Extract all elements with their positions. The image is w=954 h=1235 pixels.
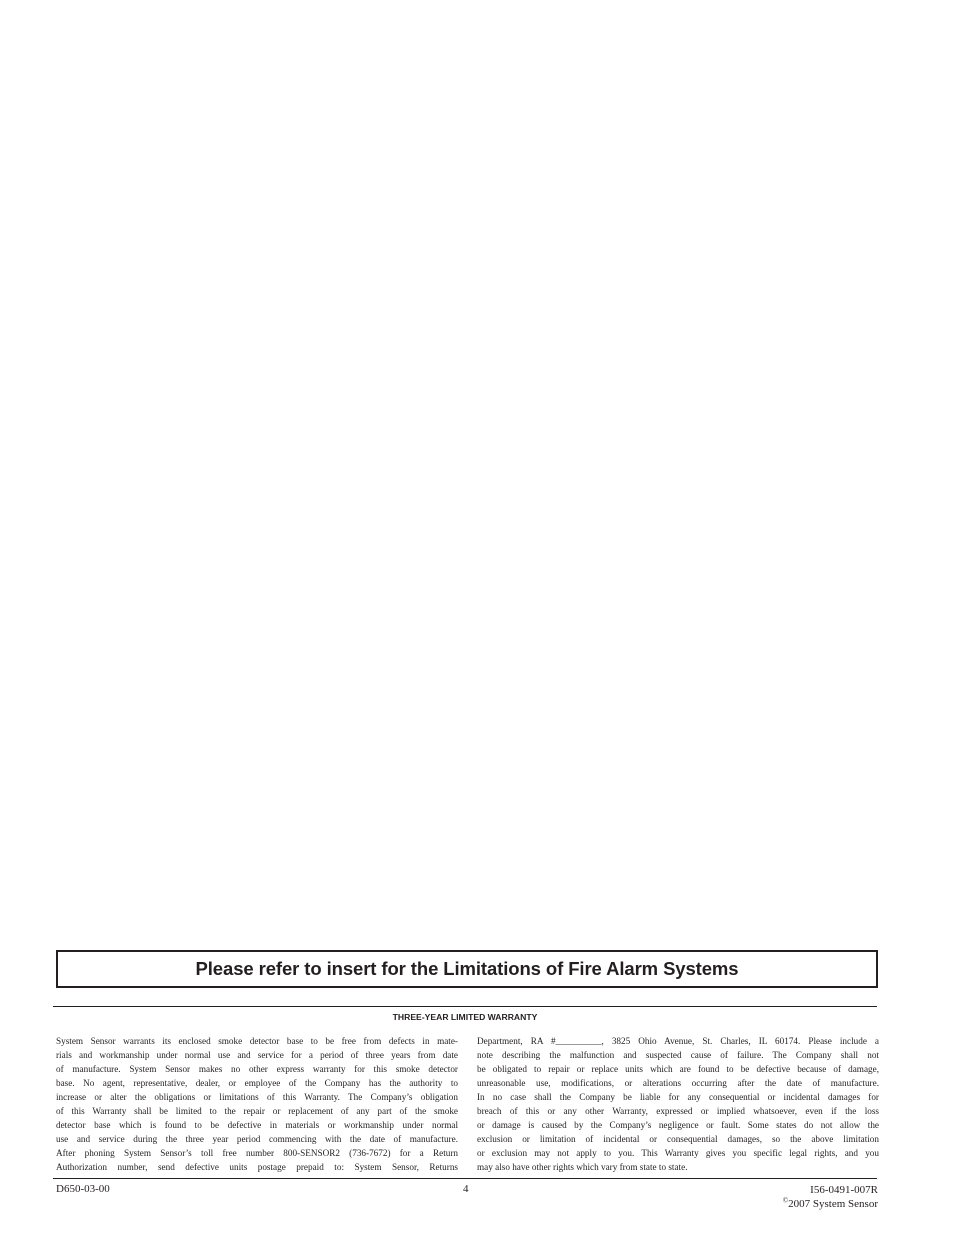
warranty-right-column xyxy=(477,1034,879,1174)
warranty-right-line: may also have other rights which vary from state to state. xyxy=(477,1162,688,1172)
warranty-left-line: of this Warranty shall be limited to the repair or replacement of any part of the smoke xyxy=(56,1106,458,1116)
footer-copyright xyxy=(783,1197,878,1211)
warranty-left-line: Authorization number, send defective units postage prepaid to: System Sensor, Returns xyxy=(56,1162,458,1172)
limitations-notice-box xyxy=(56,950,878,988)
warranty-right-line: or exclusion may not apply to you. This Warranty gives you specific legal rights, and you xyxy=(477,1148,879,1158)
footer-part-number: I56-0491-007R xyxy=(810,1184,878,1196)
warranty-left-line: of manufacture. System Sensor makes no other express warranty for this smoke detector xyxy=(56,1064,458,1074)
copyright-symbol: © xyxy=(782,1196,789,1205)
footer-part-info xyxy=(783,1183,878,1211)
warranty-right-line: exclusion or limitation of incidental or consequential damages, so the above limitation xyxy=(477,1134,879,1144)
warranty-right-line: unreasonable use, modifications, or alterations occurring after the date of manufacture. xyxy=(477,1078,879,1088)
warranty-right-line: be obligated to repair or replace units which are found to be defective because of damage, xyxy=(477,1064,879,1074)
warranty-right-line: breach of this or any other Warranty, expressed or implied whatsoever, even if the loss xyxy=(477,1106,879,1116)
limitations-notice-text: Please refer to insert for the Limitations of Fire Alarm Systems xyxy=(195,958,739,979)
warranty-right-line: In no case shall the Company be liable for any consequential or incidental damages for xyxy=(477,1092,879,1102)
warranty-left-line: base. No agent, representative, dealer, or employee of the Company has the authority to xyxy=(56,1078,458,1088)
warranty-left-line: use and service during the three year period commencing with the date of manufacture. xyxy=(56,1134,458,1144)
warranty-left-line: After phoning System Sensor’s toll free number 800-SENSOR2 (736-7672) for a Return xyxy=(56,1148,458,1158)
copyright-text: 2007 System Sensor xyxy=(788,1198,878,1210)
warranty-right-line: note describing the malfunction and suspected cause of failure. The Company shall not xyxy=(477,1050,879,1060)
warranty-left-line: increase or alter the obligations or limitations of this Warranty. The Company’s obligation xyxy=(56,1092,458,1102)
warranty-right-line: Department, RA #__________, 3825 Ohio Avenue, St. Charles, IL 60174. Please include a xyxy=(477,1036,879,1046)
warranty-left-line: System Sensor warrants its enclosed smoke detector base to be free from defects in mate- xyxy=(56,1036,458,1046)
warranty-left-line: detector base which is found to be defective in materials or workmanship under normal xyxy=(56,1120,458,1130)
warranty-top-rule xyxy=(53,1006,877,1007)
warranty-left-column xyxy=(56,1034,458,1174)
footer-doc-code: D650-03-00 xyxy=(56,1183,110,1195)
warranty-left-line: rials and workmanship under normal use and service for a period of three years from date xyxy=(56,1050,458,1060)
warranty-heading: THREE-YEAR LIMITED WARRANTY xyxy=(392,1012,538,1022)
warranty-right-line: or damage is caused by the Company’s negligence or fault. Some states do not allow the xyxy=(477,1120,879,1130)
footer-rule xyxy=(53,1178,877,1179)
footer-page-number: 4 xyxy=(463,1183,469,1195)
